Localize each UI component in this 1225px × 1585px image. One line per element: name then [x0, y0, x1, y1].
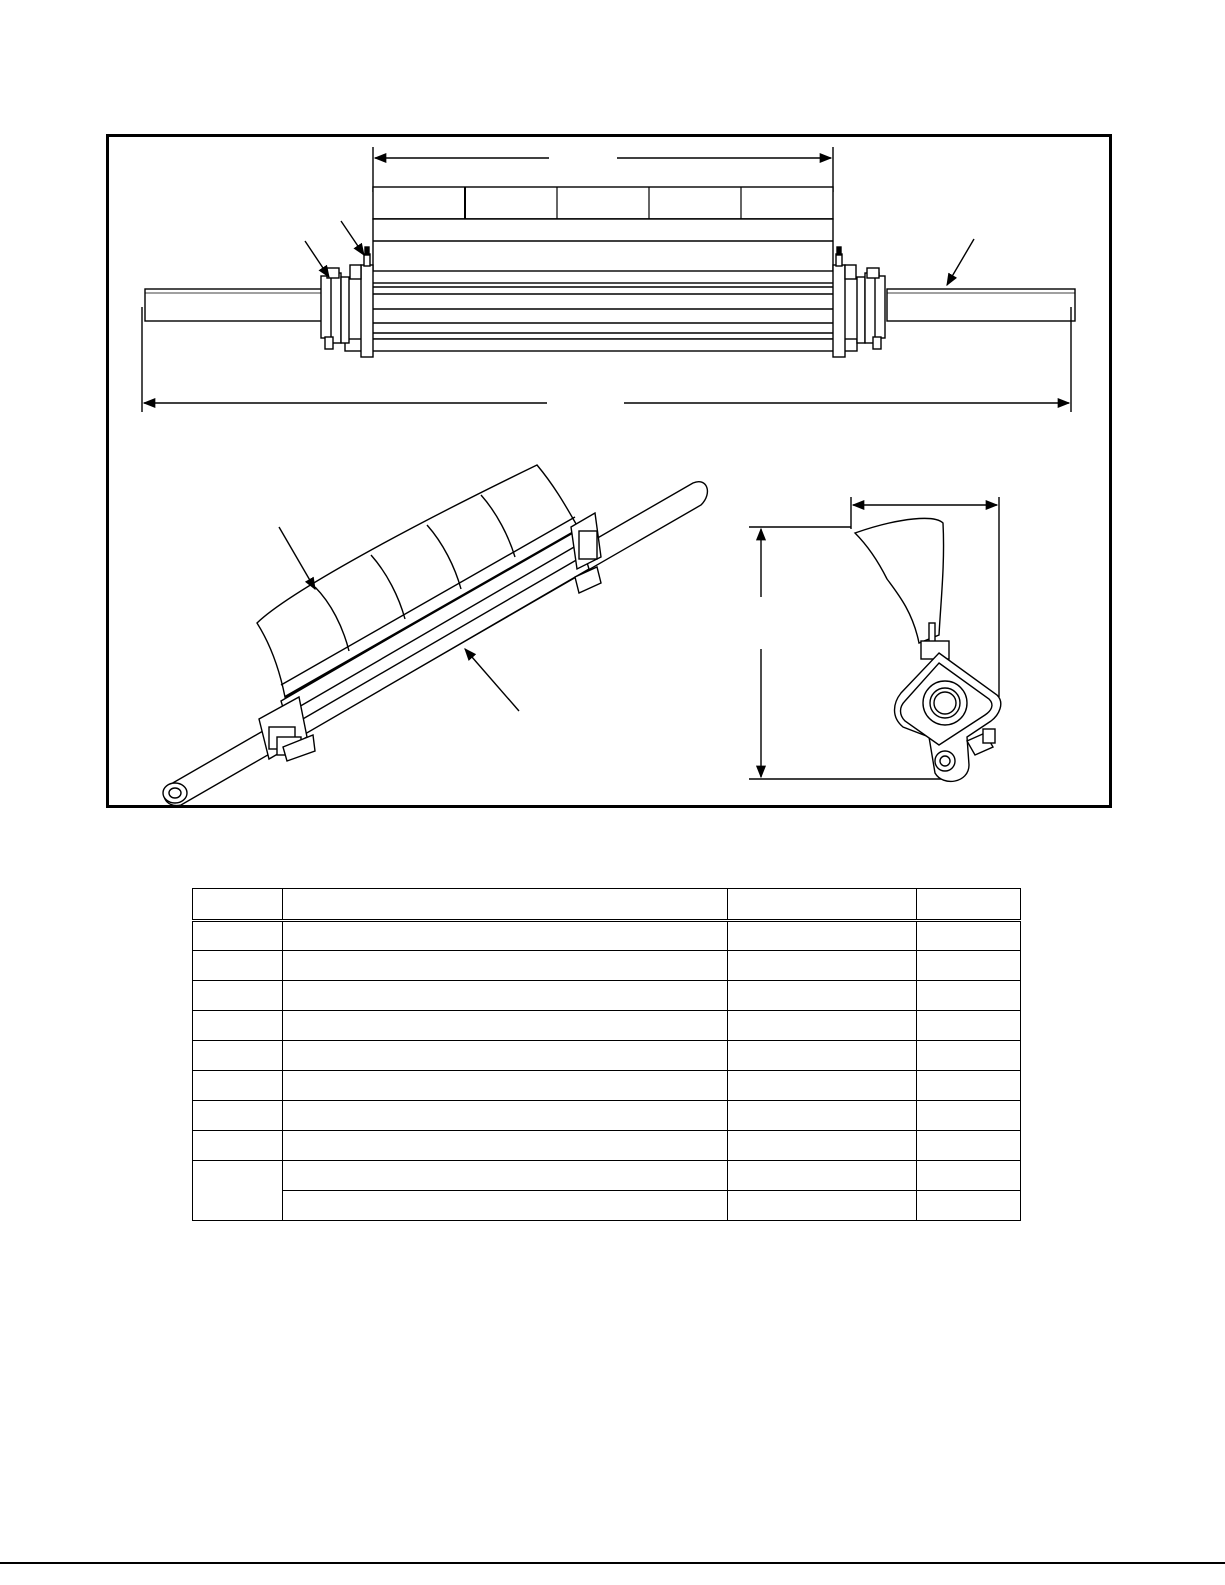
- table-header-cell: [283, 889, 728, 921]
- blade-width-dimension: [373, 147, 833, 192]
- table-cell: [728, 1191, 917, 1221]
- table-cell: [728, 1101, 917, 1131]
- table-cell: [283, 1071, 728, 1101]
- table-row: [193, 1011, 1021, 1041]
- table-cell: [917, 981, 1021, 1011]
- table-cell: [283, 1131, 728, 1161]
- table-cell: [193, 1131, 283, 1161]
- table-row: [193, 1191, 1021, 1221]
- parts-table: [192, 888, 1021, 1221]
- iso-right-clamp: [571, 513, 601, 593]
- leader-arrow: [341, 221, 364, 255]
- table-cell: [283, 951, 728, 981]
- table-row: [193, 1071, 1021, 1101]
- table-cell: [193, 1041, 283, 1071]
- table-cell: [728, 1071, 917, 1101]
- leader-arrow: [305, 241, 329, 277]
- cleaner-drawing: [109, 137, 1109, 805]
- table-header-cell: [728, 889, 917, 921]
- table-cell: [283, 1011, 728, 1041]
- table-row: [193, 921, 1021, 951]
- side-view: [749, 497, 1001, 781]
- table-cell: [728, 1131, 917, 1161]
- table-cell: [917, 1131, 1021, 1161]
- table-cell: [917, 921, 1021, 951]
- blade-body: [373, 219, 833, 271]
- table-cell: [917, 1041, 1021, 1071]
- table-row: [193, 1161, 1021, 1191]
- mandrel-body: [345, 283, 857, 351]
- isometric-view: [163, 465, 707, 805]
- table-cell: [283, 1191, 728, 1221]
- table-cell: [283, 1161, 728, 1191]
- table-cell: [193, 1161, 283, 1221]
- table-cell: [283, 1041, 728, 1071]
- leader-arrow: [947, 239, 974, 285]
- table-cell: [193, 1101, 283, 1131]
- table-cell: [728, 951, 917, 981]
- table-cell: [917, 1071, 1021, 1101]
- table-cell: [728, 1161, 917, 1191]
- bottom-rule: [0, 1562, 1225, 1564]
- table-cell: [917, 1161, 1021, 1191]
- table-cell: [917, 1011, 1021, 1041]
- table-cell: [728, 1011, 917, 1041]
- table-cell: [728, 981, 917, 1011]
- front-view: [142, 147, 1075, 412]
- table-cell: [193, 1071, 283, 1101]
- table-row: [193, 951, 1021, 981]
- table-cell: [283, 1101, 728, 1131]
- table-cell: [283, 981, 728, 1011]
- table-row: [193, 1131, 1021, 1161]
- table-cell: [728, 921, 917, 951]
- table-cell: [193, 951, 283, 981]
- table-header-cell: [193, 889, 283, 921]
- table-cell: [917, 1101, 1021, 1131]
- leader-arrow: [279, 527, 315, 589]
- table-cell: [728, 1041, 917, 1071]
- leader-arrow: [465, 649, 519, 711]
- table-row: [193, 981, 1021, 1011]
- table-row: [193, 1101, 1021, 1131]
- table-cell: [917, 951, 1021, 981]
- table-cell: [917, 1191, 1021, 1221]
- table-cell: [193, 1011, 283, 1041]
- figure-frame: [106, 134, 1112, 808]
- table-cell: [193, 921, 283, 951]
- table-cell: [283, 921, 728, 951]
- table-header-row: [193, 889, 1021, 921]
- table-row: [193, 1041, 1021, 1071]
- table-cell: [193, 981, 283, 1011]
- table-header-cell: [917, 889, 1021, 921]
